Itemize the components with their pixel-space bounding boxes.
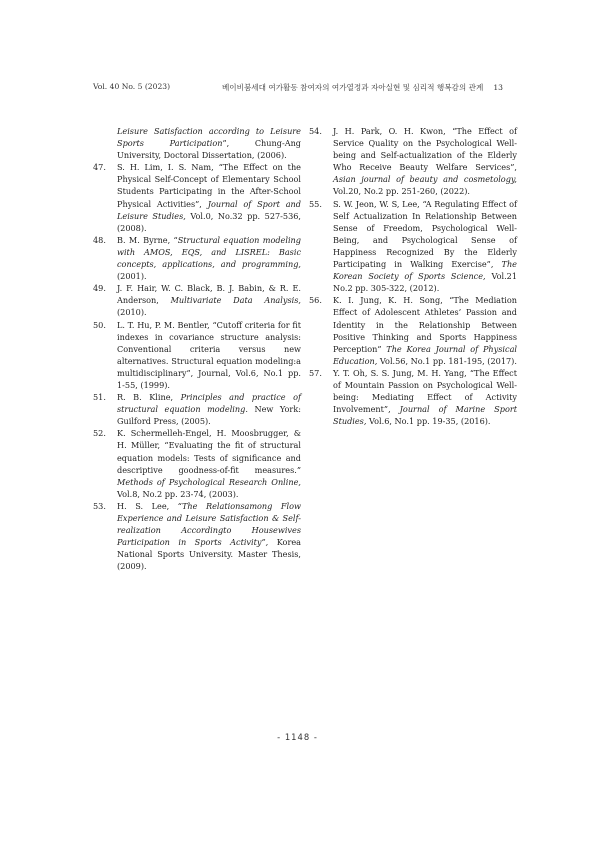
running-header [93, 82, 503, 96]
reference-number: 57. [309, 367, 322, 378]
reference-pre: B. M. Byrne, “ [117, 234, 178, 245]
reference-number: 49. [93, 283, 106, 294]
reference-post: Vol.6, No.1 pp. 19-35, (2016). [366, 416, 491, 427]
reference-number: 52. [93, 428, 106, 439]
reference-number: 56. [309, 295, 322, 306]
continuation-italic: Leisure Satisfaction according to Leisure Sports Participation [117, 126, 301, 149]
reference-item [93, 282, 301, 318]
journal-volume: Vol. 40 No. 5 (2023) [93, 82, 171, 91]
reference-post: New York: Guilford Press, (2005). [117, 404, 301, 427]
reference-pre: R. B. Kline, [117, 392, 181, 403]
header-page-number: 13 [493, 83, 503, 92]
reference-italic: Structural equation modeling with AMOS, EQS, and LISREL: Basic concepts, applications, and programming, [117, 234, 301, 270]
reference-item [309, 294, 517, 367]
right-reference-column [309, 125, 517, 427]
running-title [222, 82, 503, 93]
reference-item [309, 125, 517, 198]
reference-italic: The Korean Society of Sports Science, [333, 259, 517, 282]
reference-italic: Journal of Sport and Leisure Studies, [117, 198, 301, 221]
reference-pre: K. I. Jung, K. H. Song, “The Mediation Effect of Adolescent Athletes’ Passion and Identity in the Relationship Between Positive Thinking and Sports Happiness Perception” [333, 295, 517, 354]
reference-pre: Y. T. Oh, S. S. Jung, M. H. Yang, “The Effect of Mountain Passion on Psychological Well-being: Mediating Effect of Activity Involvement”, [333, 367, 517, 415]
reference-pre: S. W. Jeon, W. S, Lee, “A Regulating Effect of Self Actualization In Relationship Between Sense of Freedom, Psychological Well-Being, and Psychological Sense of Happiness Recognized By the Elderly Participating in Walking Exercise”, [333, 198, 517, 270]
left-reference-list [93, 161, 301, 572]
reference-item [93, 234, 301, 282]
reference-number: 48. [93, 234, 106, 245]
reference-post: Korea National Sports University. Master Thesis, (2009). [117, 537, 301, 572]
reference-italic: Journal of Marine Sport Studies, [333, 404, 517, 427]
reference-pre: S. H. Lim, I. S. Nam, “The Effect on the Physical Self-Concept of Elementary School Students Participating in the After-School Physical Activities”, [117, 162, 301, 209]
reference-item [93, 161, 301, 234]
reference-pre: H. S. Lee, [117, 500, 178, 511]
reference-item [309, 367, 517, 427]
reference-number: 50. [93, 319, 106, 330]
reference-item [93, 500, 301, 573]
reference-number: 55. [309, 198, 322, 209]
reference-post: Vol.56, No.1 pp. 181-195, (2017). [377, 355, 517, 366]
reference-item [309, 198, 517, 295]
reference-post: Vol.20, No.2 pp. 251-260, (2022). [333, 186, 470, 197]
page-footer-number: - 1148 - [277, 732, 318, 742]
reference-continuation [93, 125, 301, 161]
reference-italic: Multivariate Data Analysis, [170, 295, 301, 306]
reference-number: 51. [93, 392, 106, 403]
reference-item [93, 319, 301, 392]
reference-post: (2010). [117, 307, 147, 318]
reference-pre: L. T. Hu, P. M. Bentler, “Cutoff criteria for fit indexes in covariance structure analysis: Conventional criteria versus new alternatives. Structural equation modeling:a multidisciplinary”, Journal, Vol.6, No.1 pp. 1-55, (1999). [117, 319, 301, 390]
continuation-rest: ”, Chung-Ang University, Doctoral Dissertation, (2006). [117, 138, 302, 161]
reference-italic: Methods of Psychological Research Online, [117, 476, 301, 487]
reference-item [93, 427, 301, 500]
reference-italic: Asian journal of beauty and cosmetology, [333, 174, 517, 185]
reference-post: Vol.8, No.2 pp. 23-74, (2003). [117, 488, 239, 499]
reference-pre: J. F. Hair, W. C. Black, B. J. Babin, & R. E. Anderson, [117, 283, 301, 306]
reference-number: 53. [93, 500, 106, 511]
reference-number: 47. [93, 162, 106, 173]
reference-number: 54. [309, 126, 322, 136]
reference-pre: J. H. Park, O. H. Kwon, “The Effect of Service Quality on the Psychological Well-being and Self-actualization of the Elderly Who Receive Beauty Welfare Services”, [333, 126, 517, 173]
reference-pre: K. Schermelleh-Engel, H. Moosbrugger, & H. Müller, “Evaluating the fit of structural equation models: Tests of significance and descriptive goodness-of-fit measures.” [117, 428, 301, 475]
right-reference-list [309, 125, 517, 427]
reference-item [93, 391, 301, 427]
reference-post: Vol.21 No.2 pp. 305-322, (2012). [333, 271, 517, 294]
reference-post: (2001). [117, 271, 147, 282]
reference-post: Vol.0, No.32 pp. 527-536, (2008). [117, 210, 302, 233]
reference-italic: Principles and practice of structural equation modeling. [117, 392, 301, 415]
reference-italic: “The Relationsamong Flow Experience and Leisure Satisfaction & Self-realization Accordingto Housewives Participation in Sports Activity”, [117, 500, 302, 548]
left-reference-column [93, 125, 301, 572]
running-title-text: 베이비붐세대 여가활동 참여자의 여가열정과 자아실현 및 심리적 행복감의 관계 [221, 83, 484, 92]
reference-italic: The Korea Journal of Physical Education, [333, 343, 518, 366]
